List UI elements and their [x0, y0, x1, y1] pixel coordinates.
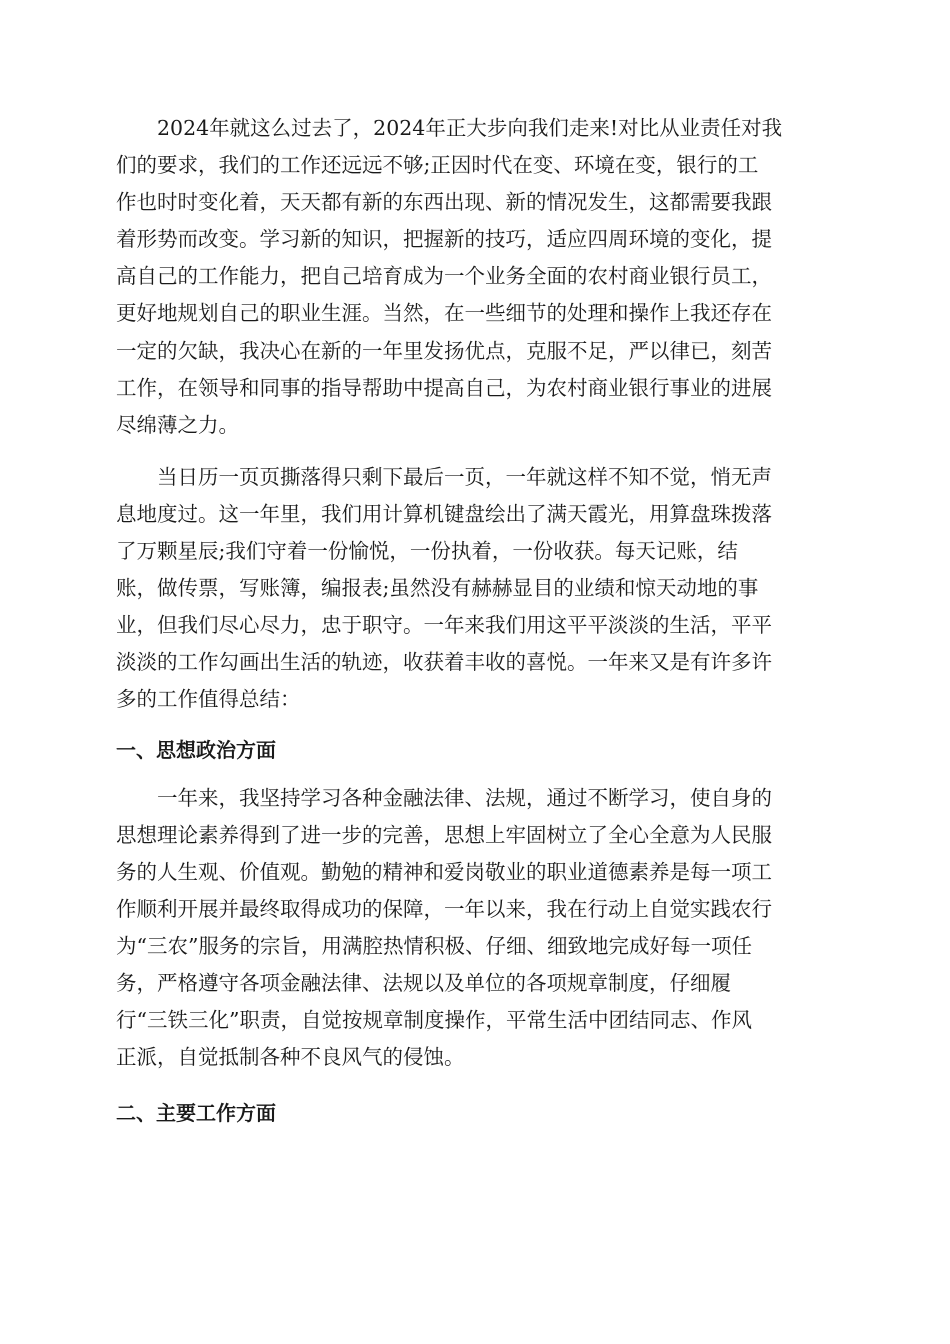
section-heading-political: 一、思想政治方面 [116, 737, 276, 762]
text-line: 一年来，我坚持学习各种金融法律、法规，通过不断学习，使自身的 [116, 785, 772, 810]
text-line: 为“三农”服务的宗旨，用满腔热情积极、仔细、细致地完成好每一项任 [116, 933, 752, 958]
text-line: 工作，在领导和同事的指导帮助中提高自己，为农村商业银行事业的进展 [116, 375, 772, 400]
text-line: 们的要求，我们的工作还远远不够;正因时代在变、环境在变，银行的工 [116, 153, 759, 178]
text-line: 账，做传票，写账簿，编报表;虽然没有赫赫显目的业绩和惊天动地的事 [116, 576, 759, 601]
text-line: 高自己的工作能力，把自己培育成为一个业务全面的农村商业银行员工， [116, 264, 772, 289]
section-heading-work: 二、主要工作方面 [116, 1101, 276, 1126]
text-line: 行“三铁三化”职责，自觉按规章制度操作，平常生活中团结同志、作风 [116, 1008, 752, 1033]
text-line: 2024年就这么过去了，2024年正大步向我们走来!对比从业责任对我 [116, 116, 783, 140]
text-line: 更好地规划自己的职业生涯。当然，在一些细节的处理和操作上我还存在 [116, 301, 772, 326]
document-page [116, 110, 832, 1129]
text-line: 作也时时变化着，天天都有新的东西出现、新的情况发生，这都需要我跟 [116, 190, 772, 215]
text-line: 一定的欠缺，我决心在新的一年里发扬优点，克服不足，严以律已，刻苦 [116, 338, 772, 363]
text-line: 正派，自觉抵制各种不良风气的侵蚀。 [116, 1045, 465, 1070]
text-line: 思想理论素养得到了进一步的完善，思想上牢固树立了全心全意为人民服 [116, 822, 772, 847]
text-line: 着形势而改变。学习新的知识，把握新的技巧，适应四周环境的变化，提 [116, 227, 772, 252]
text-line: 务的人生观、价值观。勤勉的精神和爱岗敬业的职业道德素养是每一项工 [116, 859, 772, 884]
paragraph-political [116, 780, 832, 1077]
text-line: 尽绵薄之力。 [116, 412, 239, 437]
text-line: 了万颗星辰;我们守着一份愉悦，一份执着，一份收获。每天记账，结 [116, 539, 738, 564]
text-line: 业，但我们尽心尽力，忠于职守。一年来我们用这平平淡淡的生活，平平 [116, 613, 772, 638]
text-line: 淡淡的工作勾画出生活的轨迹，收获着丰收的喜悦。一年来又是有许多许 [116, 650, 772, 675]
paragraph-review [116, 459, 832, 719]
text-line: 当日历一页页撕落得只剩下最后一页，一年就这样不知不觉，悄无声 [116, 464, 772, 489]
text-line: 作顺利开展并最终取得成功的保障，一年以来，我在行动上自觉实践农行 [116, 896, 772, 921]
text-line: 息地度过。这一年里，我们用计算机键盘绘出了满天霞光，用算盘珠拨落 [116, 501, 772, 526]
paragraph-intro [116, 110, 832, 444]
text-line: 多的工作值得总结： [116, 687, 301, 712]
text-line: 务，严格遵守各项金融法律、法规以及单位的各项规章制度，仔细履 [116, 970, 731, 995]
